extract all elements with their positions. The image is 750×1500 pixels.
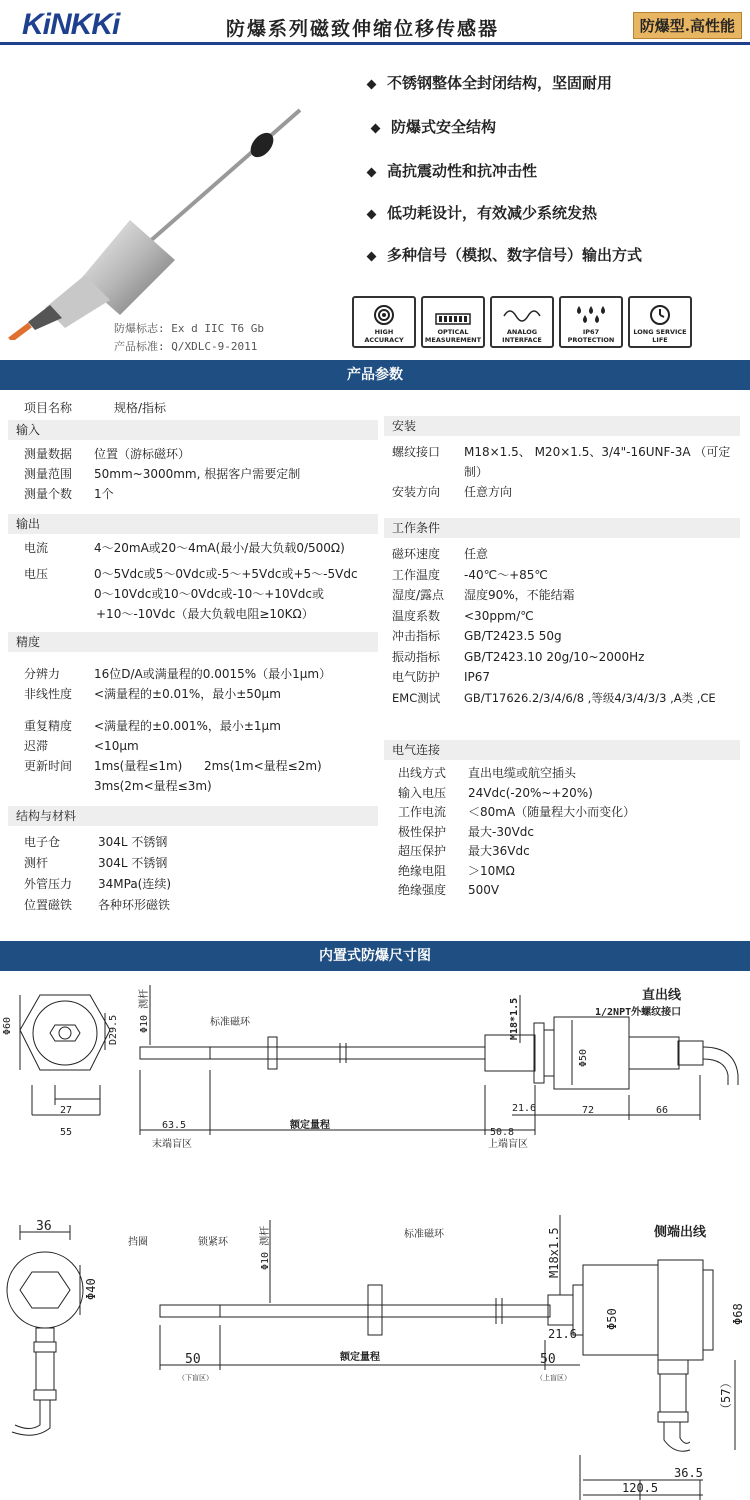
product-standard: 产品标准: Q/XDLC-9-2011 [114, 340, 258, 353]
header-divider [0, 42, 750, 45]
bullet-icon [371, 123, 381, 133]
label-ring: 标准磁环 [404, 1229, 444, 1240]
param-row: 测量个数 1个 [24, 487, 114, 501]
section-electrical: 电气连接 [384, 740, 740, 760]
label-top-zone: 上端盲区 [488, 1139, 528, 1150]
param-row: 电气防护 IP67 [392, 670, 491, 684]
param-row: 分辨力 16位D/A或满量程的0.0015%（最小1μm） [24, 667, 332, 681]
param-row: 振动指标 GB/T2423.10 20g/10~2000Hz [392, 649, 645, 664]
dim-w21: 21.6 [548, 1327, 577, 1341]
section-precision: 精度 [8, 632, 378, 652]
param-row: 测量范围 50mm~3000mm, 根据客户需要定制 [24, 467, 301, 481]
feature-item: 多种信号（模拟、数字信号）输出方式 [368, 244, 642, 265]
params-header: 项目名称 规格/指标 [24, 401, 167, 415]
badge-optical: OPTICAL MEASUREMENT [421, 296, 485, 348]
dim-d60: Φ60 [2, 1016, 13, 1035]
dim-w36-5: 36.5 [674, 1466, 703, 1480]
bullet-icon [367, 167, 377, 177]
badge-row [352, 296, 692, 348]
param-row: 电压 0～5Vdc或5～0Vdc或-5～+5Vdc或+5～-5Vdc [24, 567, 358, 581]
page-title: 防爆系列磁致伸缩位移传感器 [226, 18, 500, 40]
wave-icon [502, 306, 542, 326]
param-row: 0～10Vdc或10～0Vdc或-10～+10Vdc或 [94, 587, 325, 601]
dim-d10: Φ10 测杆 [260, 1225, 271, 1270]
param-row: 绝缘电阻 ＞10MΩ [398, 863, 515, 878]
feature-item: 低功耗设计，有效减少系统发热 [368, 202, 597, 223]
param-row: 电子仓 304L 不锈钢 [24, 835, 168, 849]
dim-w72: 72 [582, 1105, 595, 1116]
clock-icon [649, 304, 671, 326]
param-row: 3ms(2m<量程≤3m) [94, 779, 212, 793]
dim-w63: 63.5 [162, 1120, 187, 1131]
param-row: 超压保护 最大36Vdc [398, 844, 530, 858]
label-stop: 挡圈 [128, 1237, 148, 1248]
label-cable: 直出线 [642, 988, 682, 1003]
label-npt: 1/2NPT外螺纹接口 [595, 1007, 682, 1018]
section-install: 安装 [384, 416, 740, 436]
label-end-zone: 末端盲区 [152, 1139, 192, 1150]
param-row: 绝缘强度 500V [398, 883, 500, 897]
left-column [8, 420, 378, 916]
dim-w50a: 50 [185, 1352, 201, 1367]
feature-item: 不锈钢整体全封闭结构，坚固耐用 [368, 72, 612, 93]
dimension-drawing-2 [0, 1210, 750, 1500]
label-lock: 锁紧环 [198, 1237, 228, 1248]
dim-w66: 66 [656, 1105, 669, 1116]
dim-w50-8: 50.8 [490, 1127, 515, 1138]
brand-logo: KiNKKi [22, 8, 120, 41]
optical-icon [435, 312, 471, 326]
section-conditions: 工作条件 [384, 518, 740, 538]
dim-w27: 27 [60, 1105, 73, 1116]
dim-d40: Φ40 [84, 1278, 98, 1300]
dim-d68: Φ68 [731, 1303, 745, 1325]
param-row: 重复精度 <满量程的±0.001%，最小±1μm [24, 719, 281, 733]
param-row: 湿度/露点 湿度90%，不能结霜 [392, 588, 575, 602]
dim-m18: M18x1.5 [547, 1227, 561, 1278]
param-row: 测量数据 位置（游标磁环） [24, 447, 191, 461]
bullet-icon [367, 79, 377, 89]
dim-d10: Φ10 测杆 [139, 988, 150, 1033]
bullet-icon [367, 209, 377, 219]
param-row: 迟滞 <10μm [24, 739, 139, 753]
param-row: 更新时间 1ms(量程≤1m) 2ms(1m<量程≤2m) [24, 759, 322, 773]
dim-w55: 55 [60, 1127, 73, 1138]
label-side: 侧端出线 [654, 1225, 707, 1240]
label-range: 额定量程 [340, 1352, 380, 1363]
badge-ip67: IP67 PROTECTION [559, 296, 623, 348]
feature-item: 防爆式安全结构 [372, 116, 496, 137]
param-row: 非线性度 <满量程的±0.01%，最小±50μm [24, 687, 281, 701]
param-row: EMC测试 GB/T17626.2/3/4/6/8 ,等级4/3/4/3/3 ,A类 ,CE [392, 690, 716, 705]
drops-icon [573, 304, 609, 326]
dim-w120: 120.5 [622, 1481, 659, 1495]
param-row: 电流 4～20mA或20～4mA(最小/最大负载0/500Ω) [24, 541, 345, 555]
dim-h57: （57） [719, 1376, 733, 1415]
label-zone-b: （上盲区） [536, 1374, 571, 1382]
param-row: 冲击指标 GB/T2423.5 50g [392, 629, 562, 643]
dim-w50b: 50 [540, 1352, 556, 1367]
drawing-title-bar: 内置式防爆尺寸图 [0, 941, 750, 971]
product-image [0, 100, 340, 340]
bullet-icon [367, 251, 377, 261]
dim-d50: Φ50 [605, 1308, 619, 1330]
params-title-bar: 产品参数 [0, 360, 750, 390]
dim-w21: 21.6 [512, 1103, 537, 1114]
explosion-mark: 防爆标志: Ex d IIC T6 Gb [114, 322, 264, 335]
dim-w36: 36 [36, 1219, 52, 1234]
param-row: 测杆 304L 不锈钢 [24, 856, 168, 870]
section-structure: 结构与材料 [8, 806, 378, 826]
section-input: 输入 [8, 420, 378, 440]
dim-d29: D29.5 [108, 1014, 119, 1045]
param-row: 安装方向 任意方向 [392, 485, 513, 499]
param-row: 位置磁铁 各种环形磁铁 [24, 898, 171, 912]
param-row: 工作温度 -40℃～+85℃ [392, 567, 548, 582]
dimension-drawing-1 [0, 975, 750, 1175]
label-zone-a: （下盲区） [178, 1374, 213, 1382]
dim-m18: M18*1.5 [509, 997, 520, 1040]
param-row: 极性保护 最大-30Vdc [398, 824, 535, 839]
badge-analog: ANALOG INTERFACE [490, 296, 554, 348]
target-icon [373, 304, 395, 326]
param-row: 出线方式 直出电缆或航空插头 [398, 766, 577, 780]
right-column [384, 416, 740, 901]
header-tag: 防爆型.高性能 [633, 12, 742, 39]
label-ring: 标准磁环 [210, 1017, 250, 1028]
label-range: 额定量程 [290, 1120, 330, 1131]
dim-d50: Φ50 [578, 1048, 589, 1067]
param-row: 温度系数 <30ppm/℃ [392, 608, 534, 623]
param-row: 工作电流 ＜80mA（随量程大小而变化） [398, 805, 636, 819]
param-row: 磁环速度 任意 [392, 547, 489, 561]
feature-item: 高抗震动性和抗冲击性 [368, 160, 537, 181]
param-row: 外管压力 34MPa(连续) [24, 877, 172, 891]
badge-service-life: LONG SERVICE LIFE [628, 296, 692, 348]
param-row: 螺纹接口 M18×1.5、 M20×1.5、3/4"-16UNF-3A （可定制） [392, 445, 731, 479]
param-row: 输入电压 24Vdc(-20%~+20%) [398, 785, 593, 800]
section-output: 输出 [8, 514, 378, 534]
param-row: +10～-10Vdc（最大负载电阻≥10KΩ） [96, 607, 314, 621]
badge-high-accuracy: HIGH ACCURACY [352, 296, 416, 348]
